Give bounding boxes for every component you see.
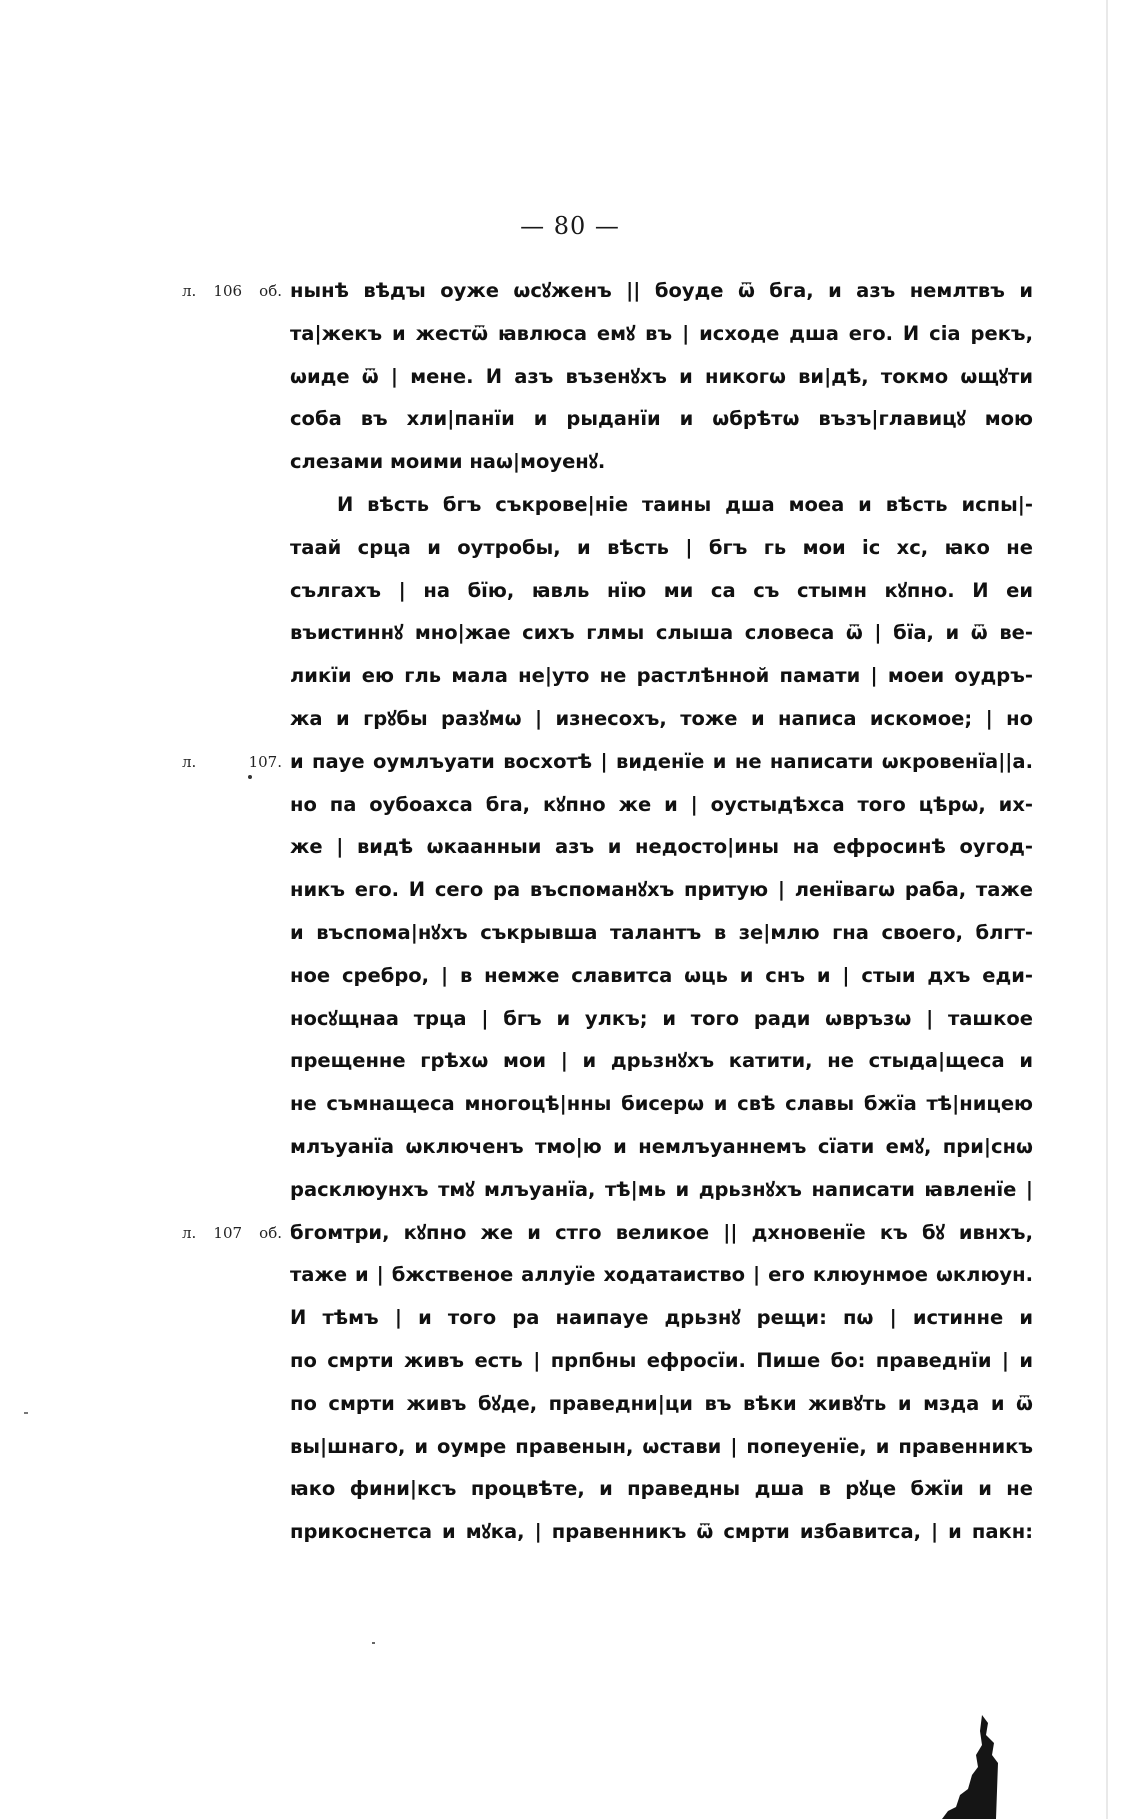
text-line <box>182 1212 1033 1255</box>
line-text: бгомтри, кꙋпно же и стго великое || дхновенїе къ бꙋ ивнхъ, <box>290 1220 1033 1244</box>
text-line <box>290 398 1033 441</box>
line-text: по смрти живъ есть | прпбны ефросїи. Пише бо: праведнїи | и <box>290 1348 1033 1372</box>
text-line <box>290 1383 1033 1426</box>
text-line <box>290 441 1033 484</box>
line-text: по смрти живъ бꙋде, праведни|ци въ вѣки живꙋть и мзда и ѿ <box>290 1391 1033 1415</box>
text-line <box>290 784 1033 827</box>
line-text: ное сребро, | в немже славитса ѡць и снъ и | стыи дхъ еди- <box>290 963 1033 987</box>
line-text: не съмнащеса многоцѣ|нны бисерѡ и свѣ славы бжїа тѣ|ницею <box>290 1092 1033 1116</box>
text-line <box>290 1511 1033 1554</box>
margin-note-folio: л. 107 об. <box>182 1223 282 1242</box>
line-text: прикоснетса и мꙋка, | правенникъ ѿ смрти избавитса, | и пакн: <box>290 1520 1033 1544</box>
ink-speck <box>248 775 252 779</box>
line-text: ѡиде ѿ | мене. И азъ възенꙋхъ и никогѡ ви|дѣ, токмо ѡщꙋти <box>290 364 1033 388</box>
line-text: и въспома|нꙋхъ съкрывша талантъ в зе|млю гна своего, блгт- <box>290 920 1033 944</box>
text-line <box>290 998 1033 1041</box>
margin-note-folio: л. 107. <box>182 752 282 771</box>
text-line <box>290 1426 1033 1469</box>
text-line <box>290 1468 1033 1511</box>
line-text: сългахъ | на бїю, ꙗвль нїю ми са съ стымн кꙋпно. И еи <box>290 578 1033 602</box>
line-text: млъуанїа ѡключенъ тмо|ю и немлъуаннемъ сїати емꙋ, при|снѡ <box>290 1134 1033 1158</box>
body-text <box>182 270 1033 1554</box>
text-line <box>290 612 1033 655</box>
text-line <box>290 1169 1033 1212</box>
text-line <box>290 570 1033 613</box>
line-text: соба въ хли|панїи и рыданїи и ѡбрѣтѡ възъ|главицꙋ мою <box>290 407 1033 431</box>
line-text: носꙋщнаа трца | бгъ и улкъ; и того ради ѡвръзѡ | ташкое <box>290 1006 1033 1030</box>
line-text: же | видѣ ѡкаанныи азъ и недосто|ины на ефросинѣ оугод- <box>290 835 1033 859</box>
line-text: никъ его. И сего ра въспоманꙋхъ притую | ленївагѡ раба, таже <box>290 878 1033 902</box>
line-text: И вѣсть бгъ съкрове|ніе таины дша моеа и вѣсть испы|- <box>337 492 1033 516</box>
text-line <box>290 1083 1033 1126</box>
text-line <box>290 912 1033 955</box>
ink-blot <box>942 1715 998 1819</box>
line-text: И тѣмъ | и того ра наипауе дрьзнꙋ рещи: пѡ | истинне и <box>290 1306 1033 1330</box>
line-text: таже и | бжственое аллуїе ходатаиство | его клюунмое ѡклюун. <box>290 1263 1033 1287</box>
text-line <box>290 527 1033 570</box>
page-number: — 80 — <box>520 212 620 240</box>
text-line <box>290 1254 1033 1297</box>
text-line <box>290 826 1033 869</box>
text-line <box>290 698 1033 741</box>
line-text: жа и грꙋбы разꙋмѡ | изнесохъ, тоже и написа искомое; | но <box>290 706 1033 730</box>
line-text: ликїи ею гль мала не|уто не растлѣнной памати | моеи оудръ- <box>290 664 1033 688</box>
line-text: та|жекъ и жестѿ ꙗвлюса емꙋ въ | исходе дша его. И сіа рекъ, <box>290 321 1033 345</box>
line-text: но па оубоахса бга, кꙋпно же и | оустыдѣхса того цѣрѡ, их- <box>290 792 1033 816</box>
text-line <box>290 869 1033 912</box>
text-line <box>182 741 1033 784</box>
ink-speck <box>24 1412 28 1414</box>
line-text: и пауе оумлъуати восхотѣ | виденїе и не написати ѡкровенїа||а. <box>290 749 1033 773</box>
text-line <box>290 1340 1033 1383</box>
text-line <box>290 484 1033 527</box>
text-line <box>290 1126 1033 1169</box>
line-text: слезами моими наѡ|моуенꙋ. <box>290 450 606 474</box>
line-text: ꙗко фини|ксъ процвѣте, и праведны дша в рꙋце бжїи и не <box>290 1477 1033 1501</box>
text-line <box>290 955 1033 998</box>
text-line <box>290 1297 1033 1340</box>
line-text: нынѣ вѣдꙑ оуже ѡсꙋженъ || боуде ѿ бга, и азъ немлтвъ и <box>290 279 1033 302</box>
text-line <box>290 313 1033 356</box>
line-text: въистиннꙋ мно|жае сихъ глмы слыша словеса ѿ | бїа, и ѿ ве- <box>290 621 1033 645</box>
line-text: вы|шнаго, и оумре правенын, ѡстави | попеуенїе, и правенникъ <box>290 1434 1033 1458</box>
page-edge-shadow <box>1106 0 1108 1819</box>
text-line <box>290 655 1033 698</box>
text-line <box>290 356 1033 399</box>
text-line <box>182 270 1033 313</box>
margin-note-folio: л. 106 об. <box>182 282 282 300</box>
text-line <box>290 1040 1033 1083</box>
line-text: расклюунхъ тмꙋ млъуанїа, тѣ|мь и дрьзнꙋхъ написати ꙗвленїе | <box>290 1177 1033 1201</box>
ink-speck <box>372 1642 375 1644</box>
line-text: таай срца и оутробы, и вѣсть | бгъ гь мои іс хс, ꙗко не <box>290 535 1033 559</box>
line-text: прещенне грѣхѡ мои | и дрьзнꙋхъ катити, не стыда|щеса и <box>290 1049 1033 1073</box>
